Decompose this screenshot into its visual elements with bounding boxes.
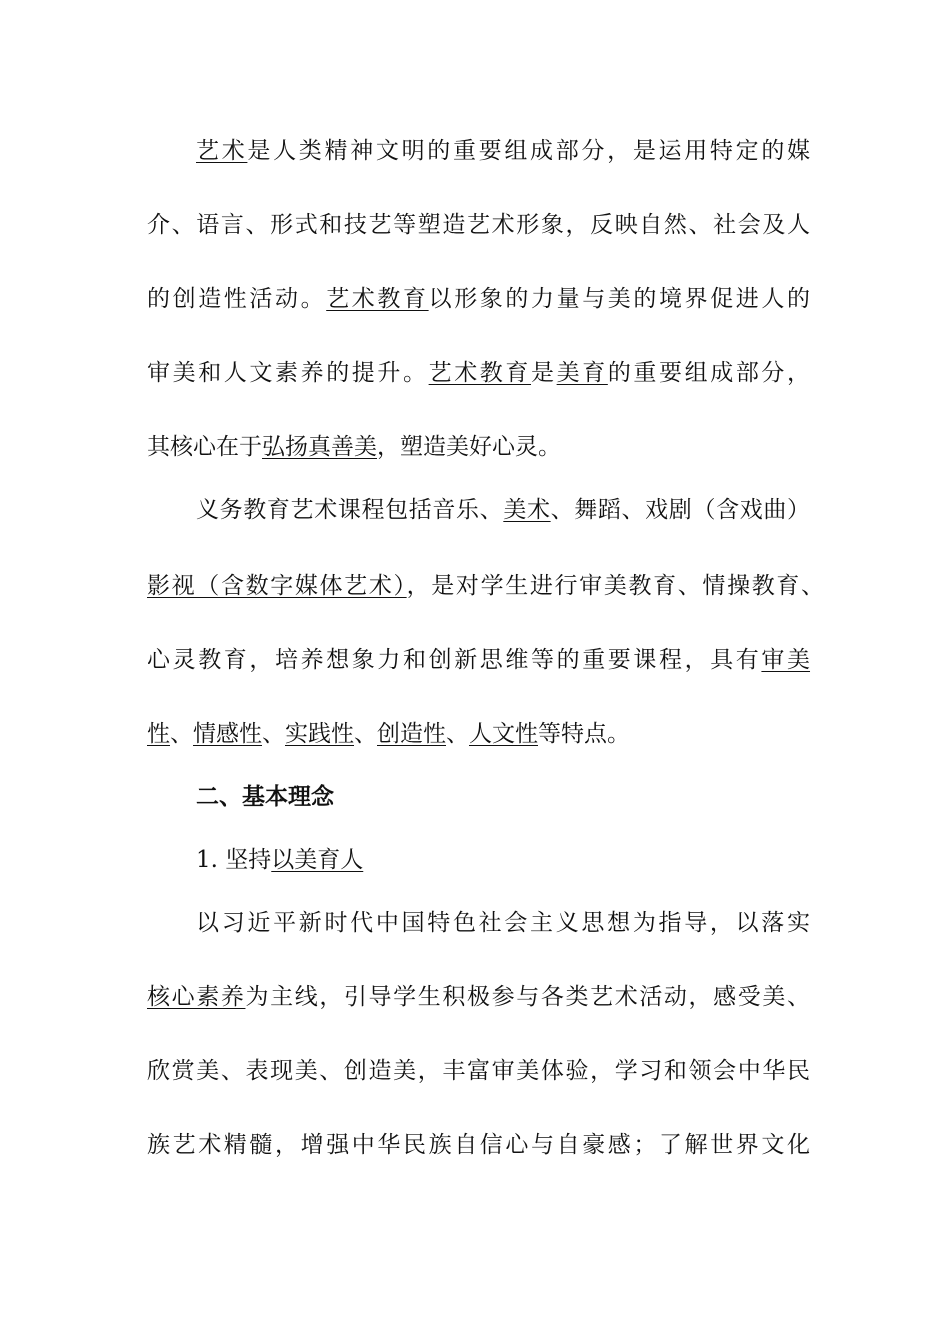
underlined-term: 性	[147, 721, 170, 747]
paragraph-line	[147, 210, 810, 240]
paragraph-line	[196, 495, 810, 525]
underlined-term: 影视（含数字媒体艺术）	[147, 573, 407, 599]
underlined-term: 美术	[503, 497, 551, 523]
paragraph-line	[147, 645, 810, 675]
text-run: 、	[354, 721, 377, 747]
text-run: 心灵教育，培养想象力和创新思维等的重要课程，具有	[147, 647, 762, 673]
underlined-term: 审美	[761, 647, 811, 673]
paragraph-line	[147, 432, 810, 462]
section-heading: 二、基本理念	[196, 783, 334, 810]
text-run: 、	[446, 721, 469, 747]
text-run: 、	[170, 721, 193, 747]
text-run: ，塑造美好心灵。	[377, 434, 561, 460]
paragraph-line	[147, 571, 824, 601]
text-run: 的重要组成部分，	[607, 360, 811, 386]
text-run: 欣赏美、表现美、创造美，丰富审美体验，学习和领会中华民	[147, 1058, 810, 1084]
text-run: 1. 坚持	[196, 847, 272, 873]
underlined-term: 艺术	[196, 138, 248, 164]
text-run: 其核心在于	[147, 434, 262, 460]
paragraph-line	[147, 1056, 810, 1086]
paragraph-line	[147, 1130, 810, 1160]
underlined-term: 美育	[556, 360, 608, 386]
text-run: 是人类精神文明的重要组成部分，是运用特定的媒	[247, 138, 811, 164]
text-run: 以习近平新时代中国特色社会主义思想为指导，以落实	[196, 910, 810, 936]
paragraph-line	[147, 358, 810, 388]
underlined-term: 人文性	[469, 721, 538, 747]
text-run: 是	[531, 360, 557, 386]
text-run: 、舞蹈、戏剧（含戏曲）	[550, 497, 811, 523]
subsection-heading	[196, 845, 810, 875]
underlined-term: 核心素养	[147, 984, 246, 1010]
text-run: 介、语言、形式和技艺等塑造艺术形象，反映自然、社会及人	[147, 212, 810, 238]
text-run: 以形象的力量与美的境界促进人的	[428, 286, 811, 312]
underlined-term: 艺术教育	[428, 360, 532, 386]
paragraph-line	[147, 982, 810, 1012]
underlined-term: 实践性	[285, 721, 354, 747]
paragraph-line	[196, 136, 810, 166]
text-run: 义务教育艺术课程包括音乐、	[196, 497, 504, 523]
text-run: 等特点。	[538, 721, 630, 747]
underlined-term: 情感性	[193, 721, 262, 747]
underlined-term: 艺术教育	[326, 286, 429, 312]
paragraph-line	[147, 284, 810, 314]
text-run: 审美和人文素养的提升。	[147, 360, 429, 386]
underlined-term: 以美育人	[271, 847, 364, 873]
underlined-term: 弘扬真善美	[262, 434, 377, 460]
text-run: 的创造性活动。	[147, 286, 327, 312]
underlined-term: 创造性	[377, 721, 446, 747]
paragraph-line	[147, 719, 810, 749]
text-run: ，是对学生进行审美教育、情操教育、	[406, 573, 825, 599]
text-run: 、	[262, 721, 285, 747]
text-run: 族艺术精髓，增强中华民族自信心与自豪感；了解世界文化	[147, 1132, 810, 1158]
paragraph-line	[196, 908, 810, 938]
text-run: 为主线，引导学生积极参与各类艺术活动，感受美、	[245, 984, 811, 1010]
